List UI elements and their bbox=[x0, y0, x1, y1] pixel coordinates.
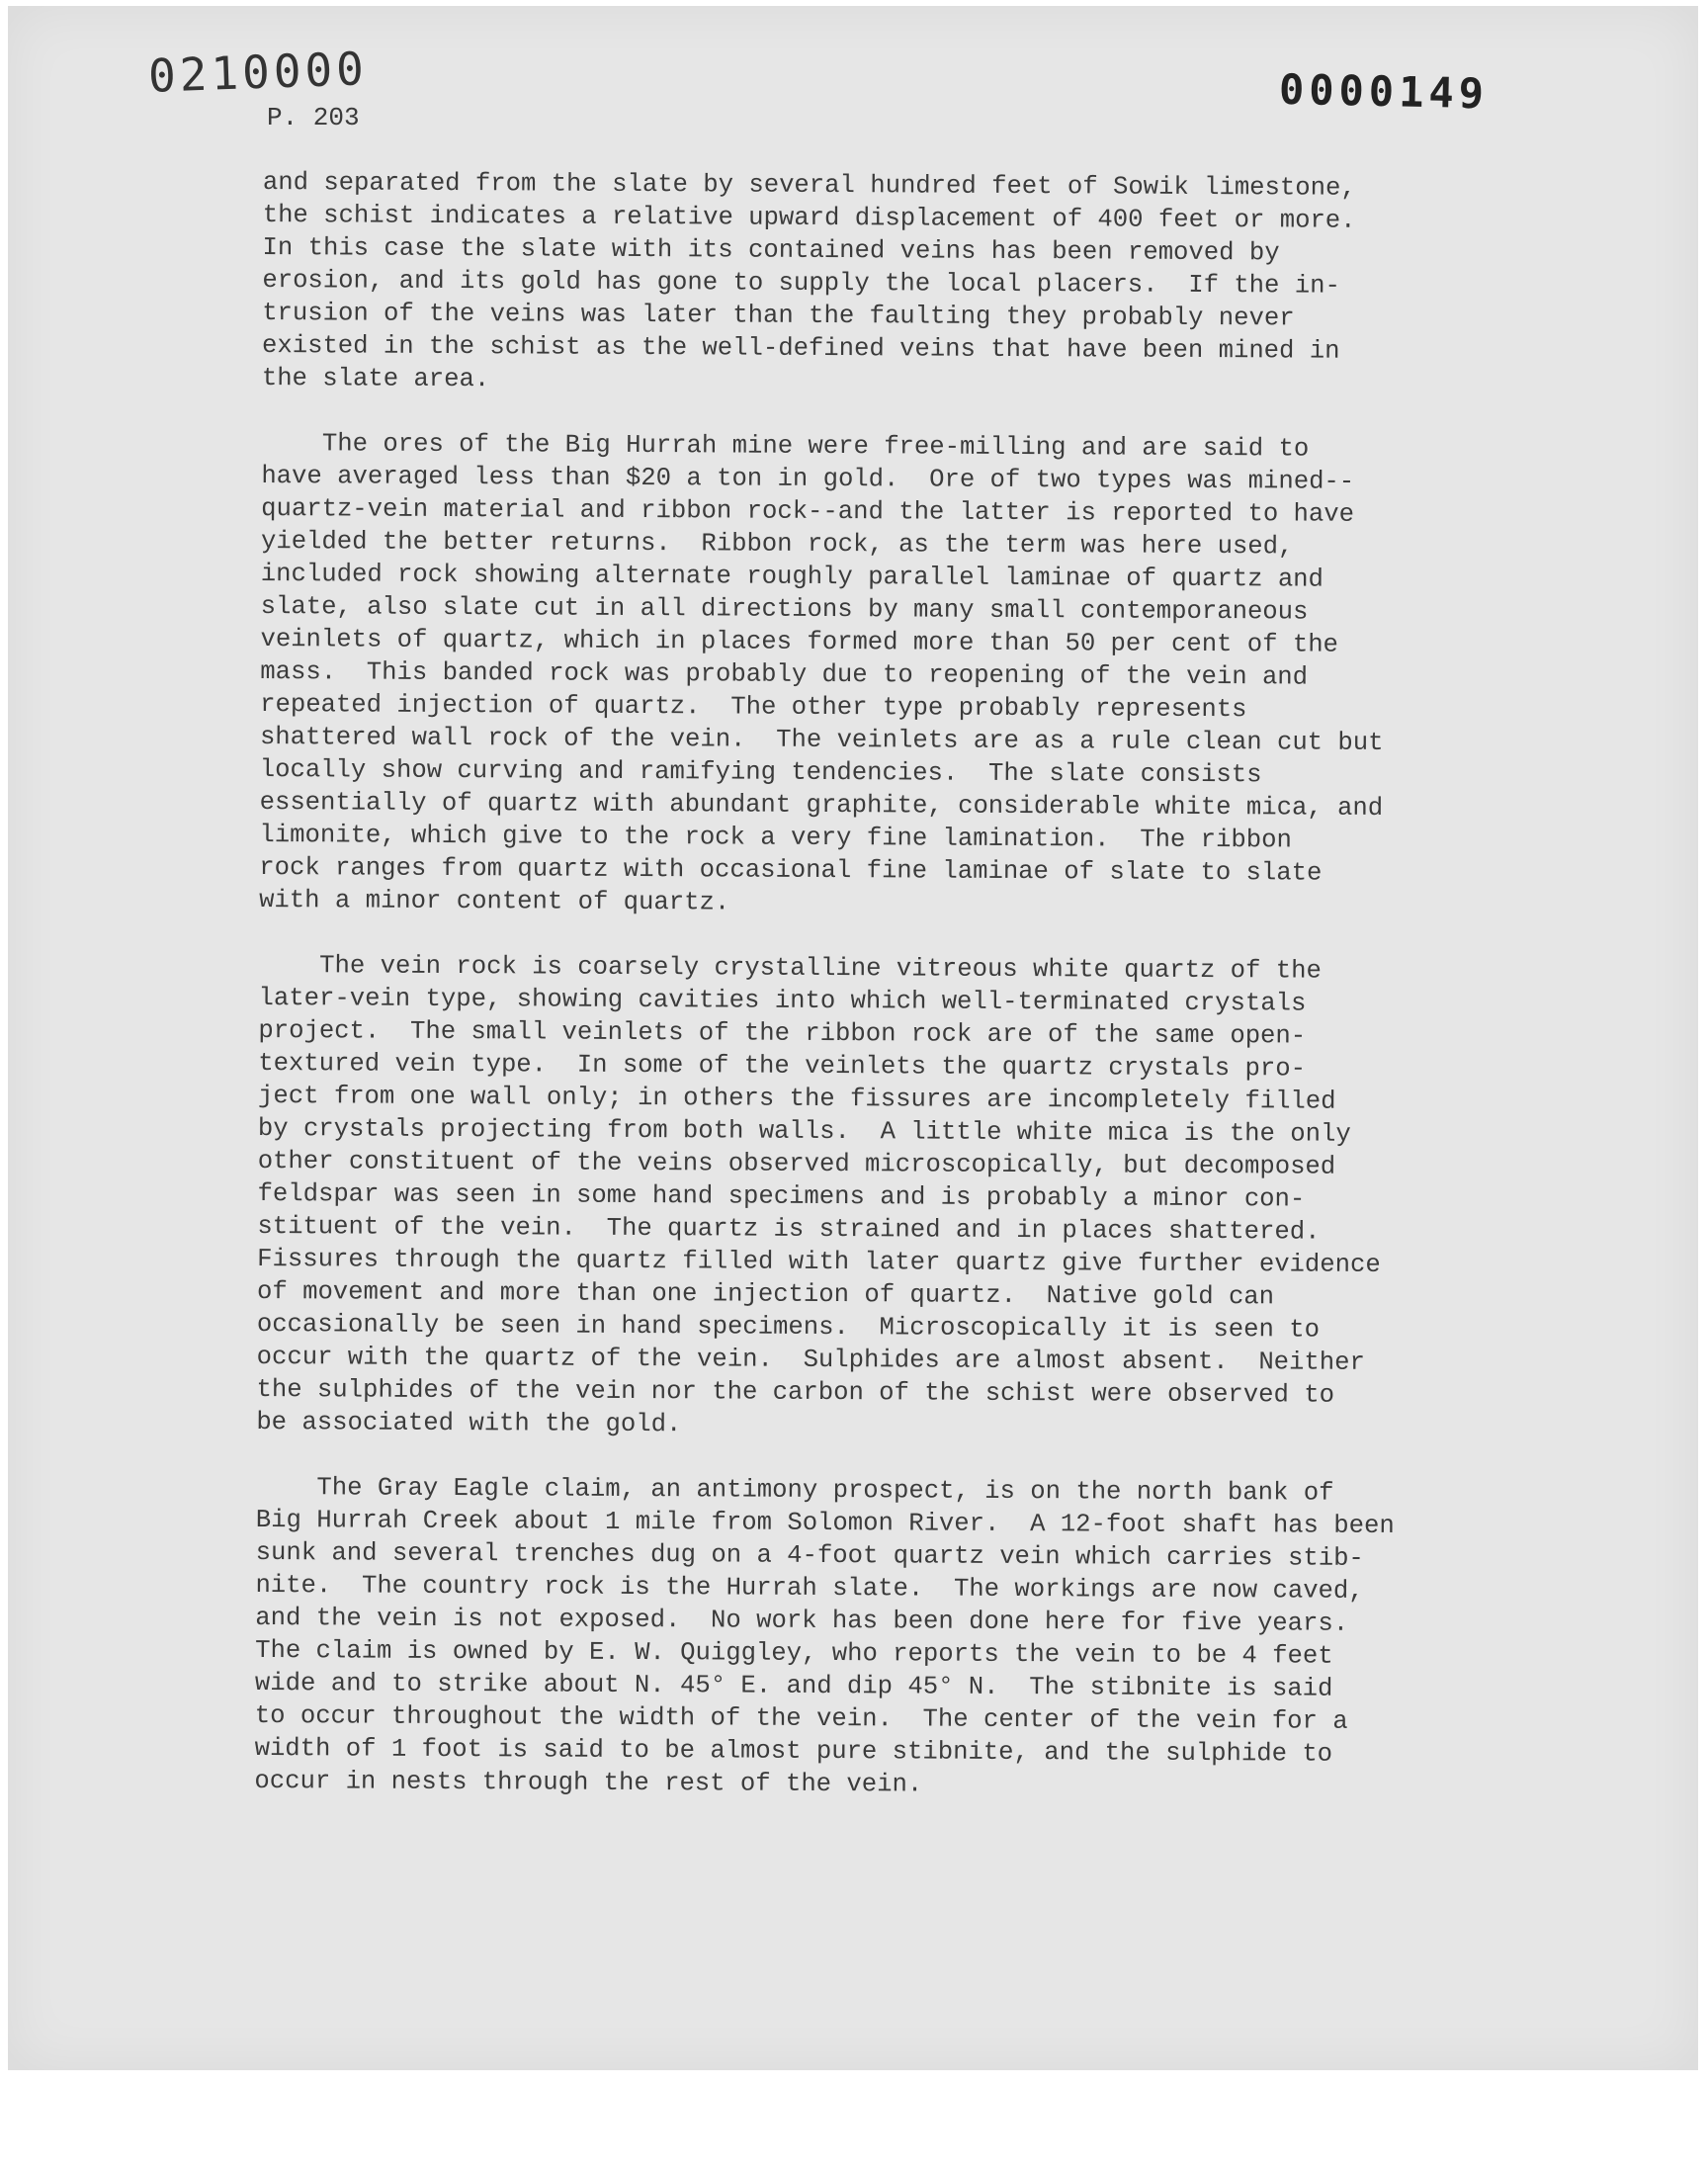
text-line: be associated with the gold. bbox=[256, 1407, 682, 1439]
text-line: of movement and more than one injection of quartz. Native gold can bbox=[256, 1276, 1275, 1312]
text-line: the sulphides of the vein nor the carbon of the schist were observed to bbox=[256, 1374, 1335, 1410]
text-line: In this case the slate with its contained veins has been removed by bbox=[262, 232, 1280, 268]
text-line: rock ranges from quartz with occasional fine laminae of slate to slate bbox=[259, 852, 1323, 888]
text-line: Fissures through the quartz filled with later quartz give further evidence bbox=[257, 1244, 1381, 1279]
text-line: trusion of the veins was later than the faulting they probably never bbox=[262, 298, 1295, 333]
text-line: yielded the better returns. Ribbon rock, as the term was here used, bbox=[260, 526, 1294, 562]
text-line: the schist indicates a relative upward displacement of 400 feet or more. bbox=[262, 200, 1356, 235]
text-line: The vein rock is coarsely crystalline vitreous white quartz of the bbox=[258, 950, 1322, 986]
text-line: the slate area. bbox=[261, 363, 490, 394]
text-line: stituent of the vein. The quartz is strained and in places shattered. bbox=[257, 1211, 1321, 1247]
page-id-stamp: 0000149 bbox=[1278, 64, 1490, 119]
paragraph-3 bbox=[256, 949, 1494, 1445]
text-line: essentially of quartz with abundant graphite, considerable white mica, and bbox=[259, 787, 1384, 823]
text-line: and the vein is not exposed. No work has been done here for five years. bbox=[255, 1603, 1349, 1638]
text-line: occur in nests through the rest of the vein. bbox=[254, 1766, 923, 1799]
page-number: P. 203 bbox=[267, 103, 360, 132]
text-line: veinlets of quartz, which in places formed more than 50 per cent of the bbox=[260, 624, 1339, 659]
paragraph-4 bbox=[254, 1471, 1492, 1804]
text-line: and separated from the slate by several hundred feet of Sowik limestone, bbox=[262, 167, 1356, 203]
text-line: sunk and several trenches dug on a 4-foot quartz vein which carries stib- bbox=[255, 1537, 1364, 1573]
text-line: The claim is owned by E. W. Quiggley, who reports the vein to be 4 feet bbox=[255, 1635, 1333, 1671]
document-id-stamp: 0210000 bbox=[147, 42, 369, 103]
text-line: erosion, and its gold has gone to supply the local placers. If the in- bbox=[262, 265, 1340, 301]
text-line: included rock showing alternate roughly parallel laminae of quartz and bbox=[260, 559, 1324, 594]
text-line: to occur throughout the width of the vein. The center of the vein for a bbox=[254, 1700, 1348, 1736]
text-line: slate, also slate cut in all directions by many small contemporaneous bbox=[260, 591, 1309, 627]
text-line: by crystals projecting from both walls. A little white mica is the only bbox=[257, 1113, 1351, 1149]
text-line: The Gray Eagle claim, an antimony prospect, is on the north bank of bbox=[255, 1472, 1334, 1508]
text-line: have averaged less than $20 a ton in gold. Ore of two types was mined-- bbox=[261, 461, 1355, 496]
text-line: occasionally be seen in hand specimens. Microscopically it is seen to bbox=[256, 1309, 1321, 1345]
text-line: textured vein type. In some of the veinlets the quartz crystals pro- bbox=[258, 1048, 1307, 1084]
paragraph-2 bbox=[259, 427, 1497, 923]
text-line: shattered wall rock of the vein. The veinlets are as a rule clean cut but bbox=[259, 722, 1384, 757]
text-line: occur with the quartz of the vein. Sulphides are almost absent. Neither bbox=[256, 1342, 1365, 1377]
text-line: wide and to strike about N. 45° E. and dip 45° N. The stibnite is said bbox=[254, 1668, 1333, 1703]
text-line: width of 1 foot is said to be almost pure stibnite, and the sulphide to bbox=[254, 1733, 1333, 1769]
text-line: mass. This banded rock was probably due to reopening of the vein and bbox=[260, 656, 1309, 692]
text-line: with a minor content of quartz. bbox=[259, 885, 730, 917]
text-line: limonite, which give to the rock a very fine lamination. The ribbon bbox=[259, 820, 1292, 855]
text-line: Big Hurrah Creek about 1 mile from Solomon River. A 12-foot shaft has been bbox=[255, 1505, 1395, 1541]
text-line: project. The small veinlets of the ribbon rock are of the same open- bbox=[258, 1015, 1307, 1051]
text-line: The ores of the Big Hurrah mine were free-milling and are said to bbox=[261, 428, 1310, 464]
document-body bbox=[254, 166, 1498, 1837]
document-page bbox=[8, 6, 1698, 2070]
text-line: quartz-vein material and ribbon rock--and the latter is reported to have bbox=[261, 493, 1355, 529]
text-line: repeated injection of quartz. The other type probably represents bbox=[260, 689, 1247, 725]
text-line: nite. The country rock is the Hurrah slate. The workings are now caved, bbox=[255, 1570, 1364, 1606]
text-line: locally show curving and ramifying tendencies. The slate consists bbox=[259, 754, 1262, 790]
paragraph-1 bbox=[262, 166, 1498, 401]
text-line: other constituent of the veins observed microscopically, but decomposed bbox=[257, 1146, 1336, 1181]
text-line: existed in the schist as the well-defined veins that have been mined in bbox=[261, 330, 1340, 366]
text-line: ject from one wall only; in others the fissures are incompletely filled bbox=[257, 1081, 1336, 1116]
text-line: later-vein type, showing cavities into which well-terminated crystals bbox=[258, 983, 1307, 1018]
text-line: feldspar was seen in some hand specimens and is probably a minor con- bbox=[257, 1178, 1306, 1214]
